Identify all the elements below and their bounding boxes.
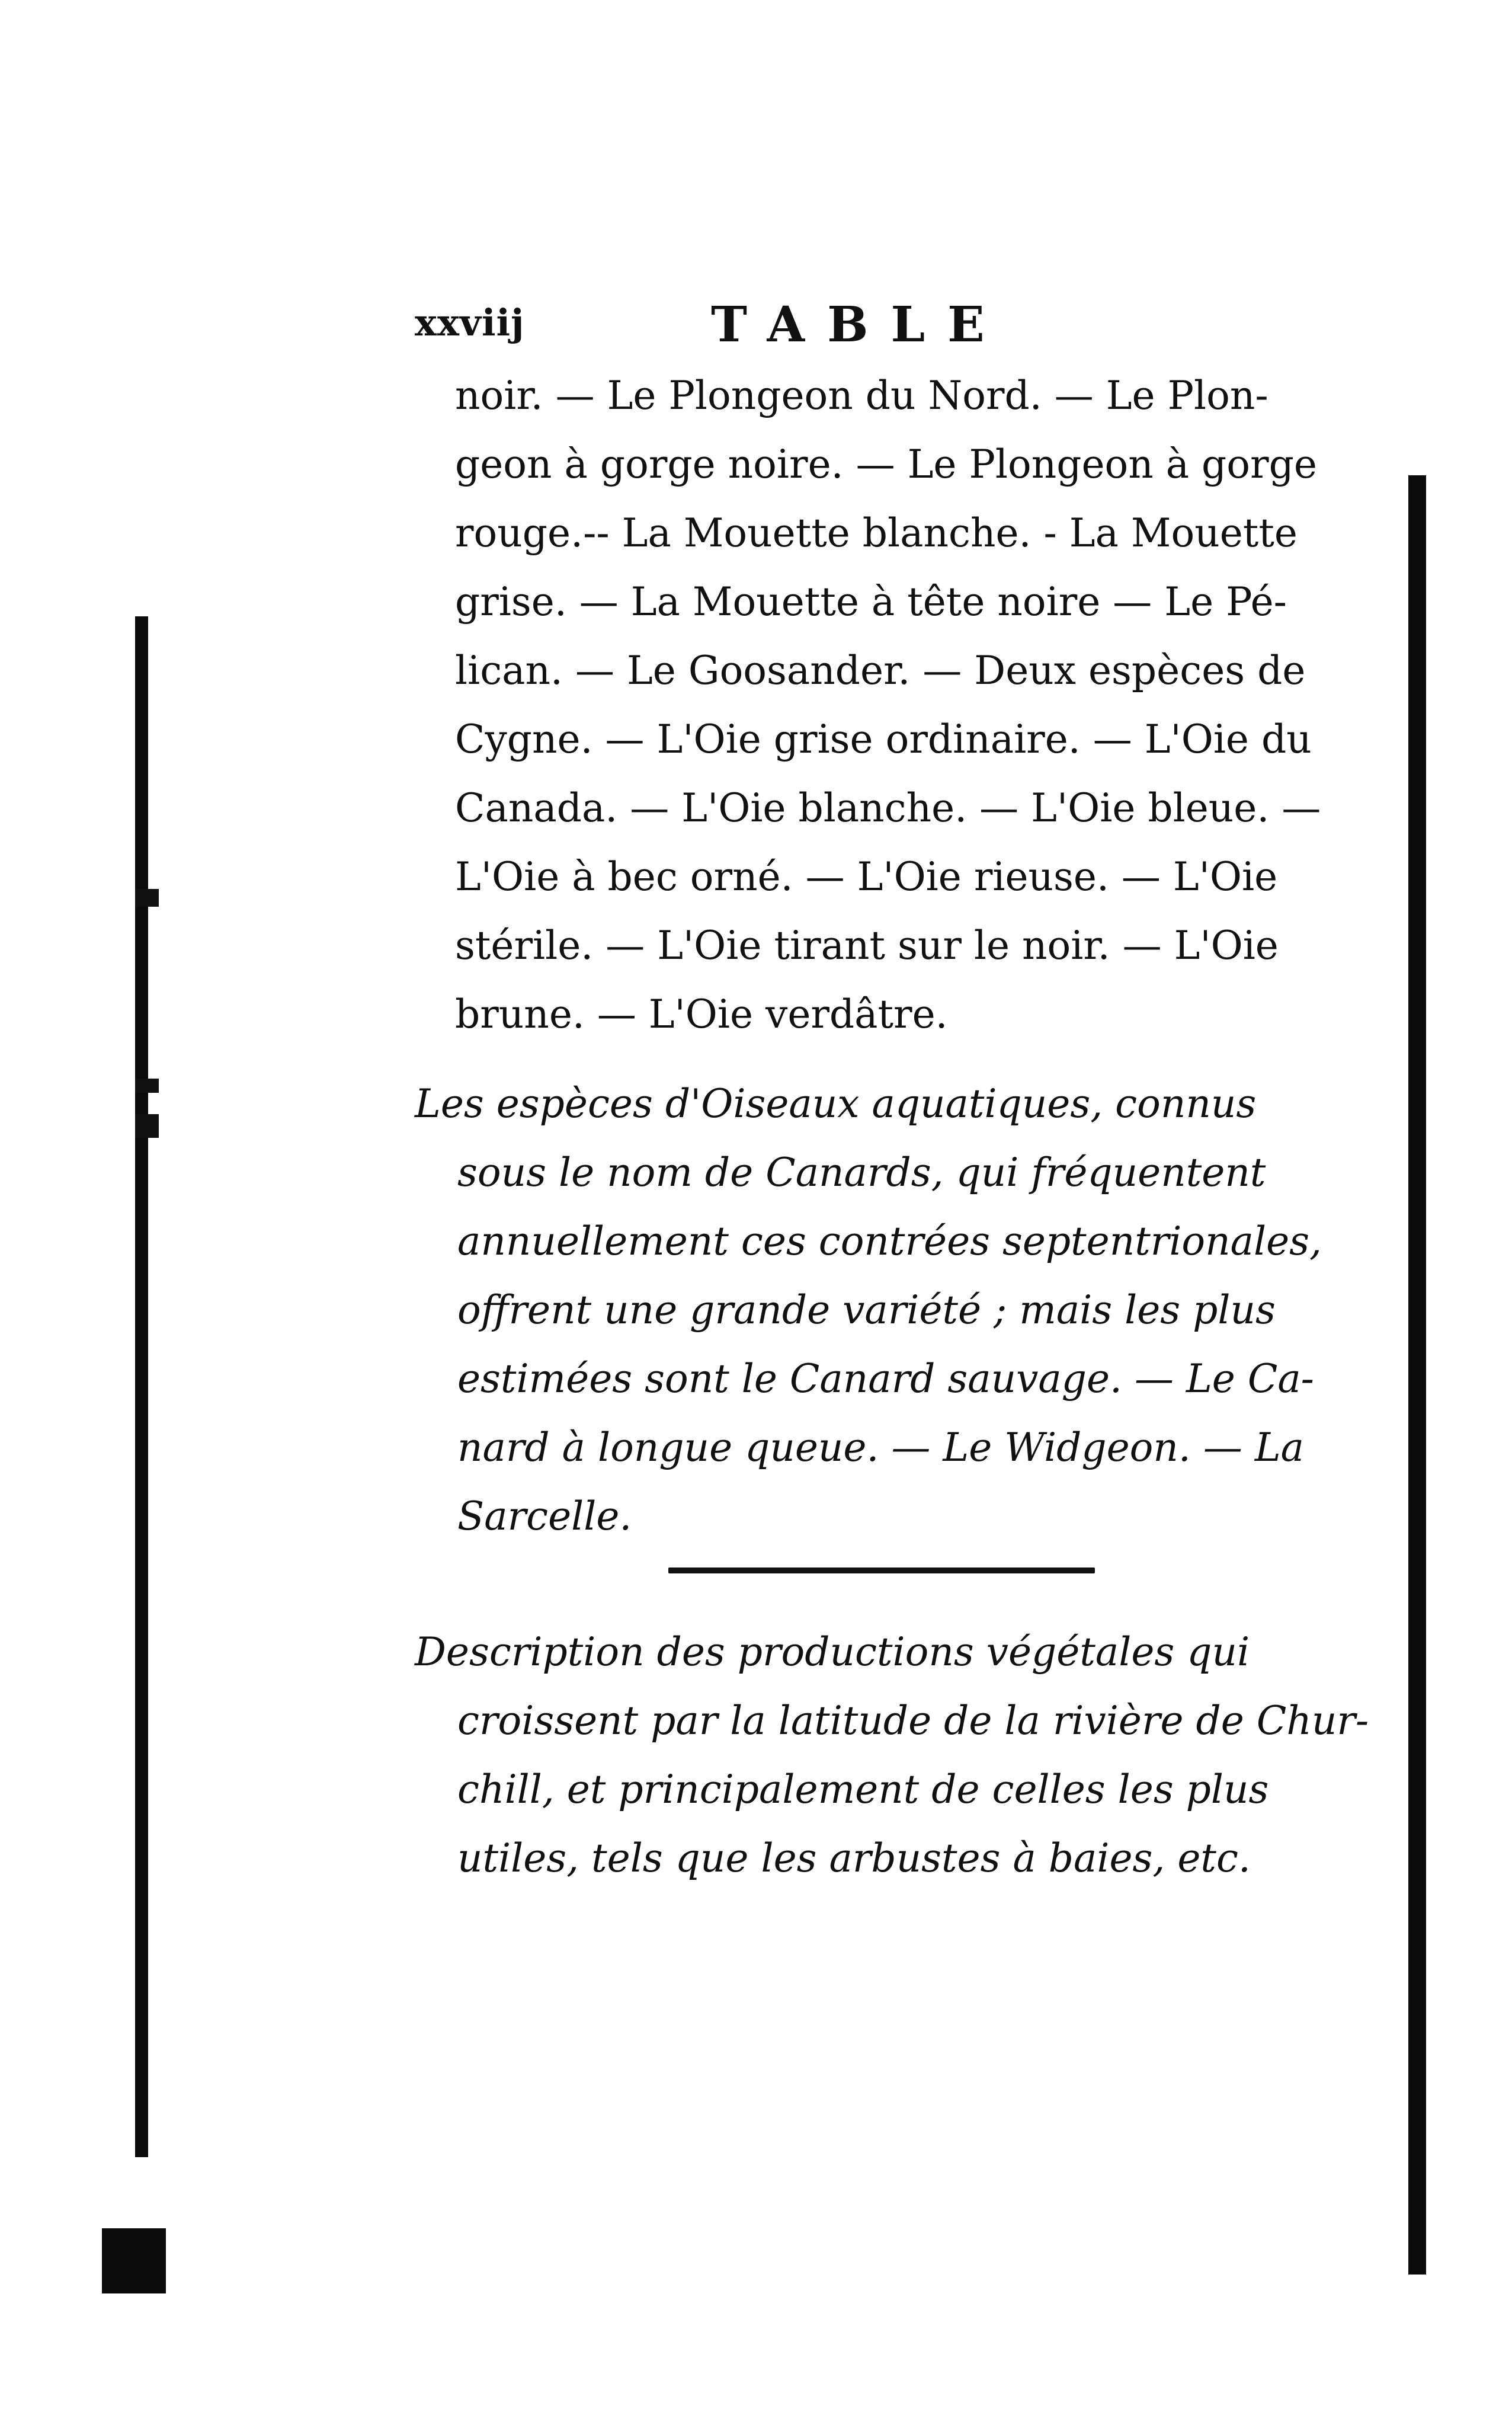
text-line: lican. — Le Goosander. — Deux espèces de (455, 648, 1306, 693)
scan-tick-mark (135, 889, 159, 907)
text-line: L'Oie à bec orné. — L'Oie rieuse. — L'Oie (455, 854, 1278, 900)
text-line: croissent par la latitude de la rivière de Chur- (457, 1698, 1369, 1744)
scan-tick-mark (135, 1114, 159, 1138)
scan-edge-bar (1408, 475, 1426, 2275)
text-line: noir. — Le Plongeon du Nord. — Le Plon- (455, 373, 1268, 418)
text-line: sous le nom de Canards, qui fréquentent (457, 1150, 1266, 1195)
text-line: Sarcelle. (457, 1493, 632, 1539)
text-line: brune. — L'Oie verdâtre. (455, 991, 948, 1037)
text-line: annuellement ces contrées septentrionales, (457, 1218, 1322, 1264)
text-line: offrent une grande variété ; mais les plus (457, 1287, 1276, 1333)
scan-corner-mark (102, 2228, 166, 2293)
text-line: Description des productions végétales qui (415, 1629, 1250, 1675)
text-line: Les espèces d'Oiseaux aquatiques, connus (415, 1081, 1257, 1127)
text-line: grise. — La Mouette à tête noire — Le Pé- (455, 579, 1287, 625)
text-line: nard à longue queue. — Le Widgeon. — La (457, 1425, 1304, 1470)
page-number: xxviij (415, 301, 525, 344)
text-line: Cygne. — L'Oie grise ordinaire. — L'Oie du (455, 716, 1312, 762)
section-divider (668, 1568, 1095, 1573)
entry-waterbirds (455, 362, 1321, 1049)
text-line: utiles, tels que les arbustes à baies, etc. (457, 1835, 1251, 1881)
text-line: Canada. — L'Oie blanche. — L'Oie bleue. — (455, 785, 1321, 831)
text-line: chill, et principalement de celles les plus (457, 1767, 1269, 1812)
text-line: rouge.-- La Mouette blanche. - La Mouette (455, 510, 1298, 556)
text-line: estimées sont le Canard sauvage. — Le Ca- (457, 1356, 1314, 1402)
entry-ducks (415, 1070, 1322, 1551)
scan-tick-mark (135, 1079, 159, 1093)
text-line: geon à gorge noire. — Le Plongeon à gorge (455, 442, 1317, 487)
entry-vegetation (415, 1618, 1369, 1893)
text-line: stérile. — L'Oie tirant sur le noir. — L'Oie (455, 923, 1279, 968)
running-title: TABLE (711, 296, 1007, 353)
scan-margin-bar (135, 616, 148, 2157)
